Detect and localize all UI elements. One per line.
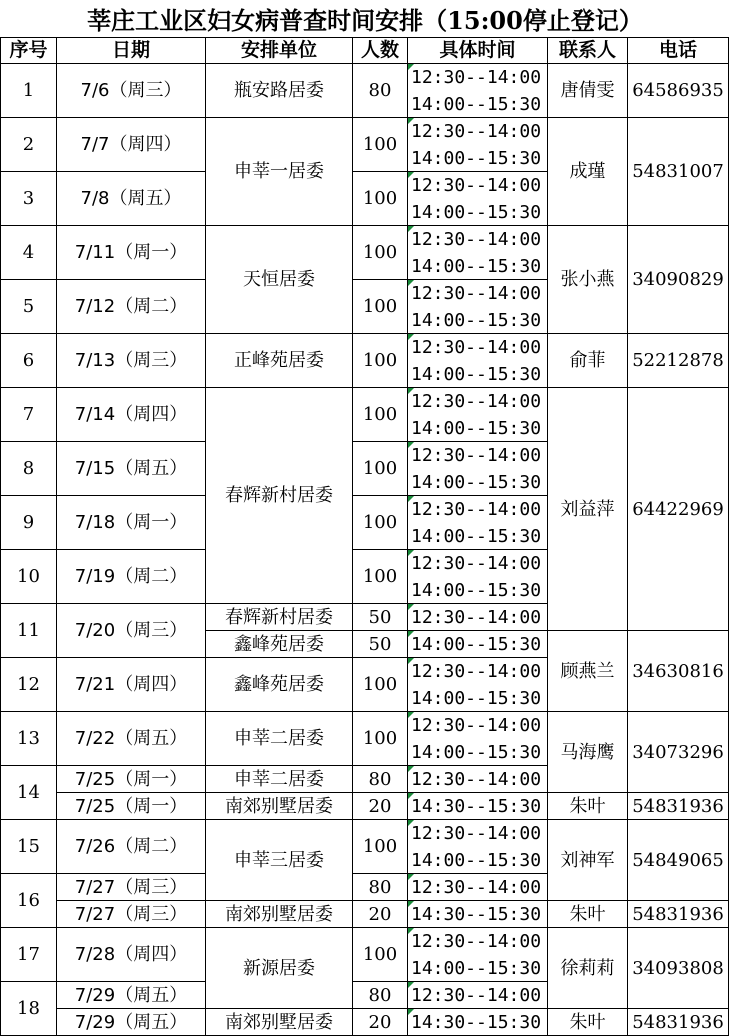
cell-time [407,63,548,118]
cell-count: 50 [352,630,408,658]
time-slot: 12:30--14:00 [411,660,542,682]
cell-phone: 54831936 [627,1008,729,1036]
cell-time [407,819,548,874]
cell-count: 100 [352,279,408,334]
cell-unit: 鑫峰苑居委 [205,657,353,712]
time-slot: 12:30--14:00 [411,498,542,520]
time-slot: 12:30--14:00 [411,120,542,142]
cell-unit: 鑫峰苑居委 [205,630,353,658]
cell-date: 7/29（周五） [56,1008,206,1036]
cell-time [407,900,548,928]
header-contact: 联系人 [547,37,628,64]
cell-unit: 申莘二居委 [205,765,353,793]
time-slot: 14:30--15:30 [411,903,542,925]
time-slot: 12:30--14:00 [411,822,542,844]
time-slot: 12:30--14:00 [411,768,542,790]
cell-unit: 天恒居委 [205,225,353,334]
cell-no: 18 [0,981,57,1036]
cell-contact: 刘神军 [547,819,628,901]
cell-time [407,792,548,820]
time-slot: 12:30--14:00 [411,444,542,466]
time-slot: 14:00--15:30 [411,849,542,871]
cell-contact: 刘益萍 [547,387,628,631]
cell-count: 100 [352,333,408,388]
cell-time [407,603,548,631]
time-slot: 12:30--14:00 [411,174,542,196]
cell-no: 12 [0,657,57,712]
cell-date: 7/26（周二） [56,819,206,874]
time-slot: 14:00--15:30 [411,525,542,547]
time-slot: 12:30--14:00 [411,390,542,412]
cell-date: 7/11（周一） [56,225,206,280]
cell-phone: 54831936 [627,792,729,820]
cell-phone: 52212878 [627,333,729,388]
cell-count: 100 [352,171,408,226]
cell-contact: 朱叶 [547,1008,628,1036]
header-time: 具体时间 [407,37,548,64]
cell-no: 14 [0,765,57,820]
cell-no: 16 [0,873,57,928]
cell-count: 50 [352,603,408,631]
time-slot: 12:30--14:00 [411,282,542,304]
time-slot: 12:30--14:00 [411,228,542,250]
cell-time [407,387,548,442]
cell-date: 7/25（周一） [56,792,206,820]
cell-phone: 34093808 [627,927,729,1009]
cell-time [407,981,548,1009]
cell-unit: 南郊别墅居委 [205,1008,353,1036]
cell-no: 6 [0,333,57,388]
time-slot: 12:30--14:00 [411,336,542,358]
cell-time [407,630,548,658]
cell-contact: 马海鹰 [547,711,628,793]
cell-no: 1 [0,63,57,118]
cell-phone: 34073296 [627,711,729,793]
cell-date: 7/21（周四） [56,657,206,712]
cell-time [407,171,548,226]
cell-date: 7/7（周四） [56,117,206,172]
cell-no: 11 [0,603,57,658]
cell-count: 100 [352,117,408,172]
cell-no: 17 [0,927,57,982]
header-date: 日期 [56,37,206,64]
time-slot: 12:30--14:00 [411,66,542,88]
cell-time [407,657,548,712]
cell-time [407,765,548,793]
cell-count: 80 [352,873,408,901]
cell-no: 15 [0,819,57,874]
cell-no: 3 [0,171,57,226]
cell-date: 7/13（周三） [56,333,206,388]
cell-time [407,117,548,172]
time-slot: 14:00--15:30 [411,309,542,331]
cell-unit: 申莘一居委 [205,117,353,226]
time-slot: 14:00--15:30 [411,363,542,385]
cell-date: 7/14（周四） [56,387,206,442]
time-slot: 14:30--15:30 [411,1011,542,1033]
cell-no: 7 [0,387,57,442]
cell-count: 100 [352,387,408,442]
cell-no: 10 [0,549,57,604]
cell-unit: 春辉新村居委 [205,387,353,604]
cell-date: 7/8（周五） [56,171,206,226]
time-slot: 14:00--15:30 [411,633,542,655]
cell-count: 100 [352,819,408,874]
cell-no: 13 [0,711,57,766]
cell-time [407,549,548,604]
cell-time [407,927,548,982]
cell-phone: 64422969 [627,387,729,631]
cell-date: 7/27（周三） [56,873,206,901]
cell-count: 100 [352,657,408,712]
time-slot: 12:30--14:00 [411,930,542,952]
cell-phone: 54831936 [627,900,729,928]
cell-unit: 南郊别墅居委 [205,792,353,820]
cell-unit: 申莘三居委 [205,819,353,901]
cell-time [407,873,548,901]
cell-count: 80 [352,63,408,118]
cell-time [407,441,548,496]
header-phone: 电话 [627,37,729,64]
header-count: 人数 [352,37,408,64]
cell-contact: 张小燕 [547,225,628,334]
time-slot: 14:00--15:30 [411,147,542,169]
cell-phone: 54831007 [627,117,729,226]
cell-count: 100 [352,225,408,280]
cell-time [407,711,548,766]
cell-date: 7/12（周二） [56,279,206,334]
cell-phone: 64586935 [627,63,729,118]
cell-date: 7/15（周五） [56,441,206,496]
cell-time [407,225,548,280]
time-slot: 14:00--15:30 [411,471,542,493]
page-title: 莘庄工业区妇女病普查时间安排（15:00停止登记） [87,5,643,35]
cell-time [407,495,548,550]
cell-phone: 34090829 [627,225,729,334]
cell-no: 9 [0,495,57,550]
cell-time [407,1008,548,1036]
cell-contact: 朱叶 [547,792,628,820]
cell-no: 5 [0,279,57,334]
cell-contact: 唐倩雯 [547,63,628,118]
cell-no: 8 [0,441,57,496]
time-slot: 14:00--15:30 [411,957,542,979]
time-slot: 14:00--15:30 [411,93,542,115]
cell-unit: 南郊别墅居委 [205,900,353,928]
time-slot: 14:00--15:30 [411,201,542,223]
cell-contact: 徐莉莉 [547,927,628,1009]
cell-count: 100 [352,927,408,982]
cell-count: 100 [352,549,408,604]
cell-date: 7/22（周五） [56,711,206,766]
cell-unit: 春辉新村居委 [205,603,353,631]
time-slot: 14:00--15:30 [411,741,542,763]
cell-count: 20 [352,792,408,820]
cell-count: 100 [352,495,408,550]
cell-time [407,279,548,334]
cell-date: 7/25（周一） [56,765,206,793]
cell-contact: 顾燕兰 [547,630,628,712]
cell-contact: 成瑾 [547,117,628,226]
cell-count: 20 [352,900,408,928]
time-slot: 12:30--14:00 [411,606,542,628]
cell-count: 20 [352,1008,408,1036]
cell-phone: 34630816 [627,630,729,712]
cell-unit: 新源居委 [205,927,353,1009]
time-slot: 14:00--15:30 [411,687,542,709]
cell-unit: 瓶安路居委 [205,63,353,118]
cell-date: 7/18（周一） [56,495,206,550]
cell-count: 100 [352,711,408,766]
time-slot: 12:30--14:00 [411,876,542,898]
cell-unit: 正峰苑居委 [205,333,353,388]
time-slot: 12:30--14:00 [411,714,542,736]
cell-count: 80 [352,765,408,793]
cell-count: 100 [352,441,408,496]
cell-date: 7/29（周五） [56,981,206,1009]
time-slot: 14:00--15:30 [411,579,542,601]
time-slot: 14:00--15:30 [411,255,542,277]
cell-no: 2 [0,117,57,172]
header-unit: 安排单位 [205,37,353,64]
cell-time [407,333,548,388]
cell-contact: 俞菲 [547,333,628,388]
time-slot: 14:30--15:30 [411,795,542,817]
cell-date: 7/20（周三） [56,603,206,658]
cell-contact: 朱叶 [547,900,628,928]
time-slot: 12:30--14:00 [411,984,542,1006]
time-slot: 14:00--15:30 [411,417,542,439]
cell-phone: 54849065 [627,819,729,901]
cell-date: 7/28（周四） [56,927,206,982]
cell-no: 4 [0,225,57,280]
cell-date: 7/19（周二） [56,549,206,604]
header-no: 序号 [0,37,57,64]
time-slot: 12:30--14:00 [411,552,542,574]
cell-count: 80 [352,981,408,1009]
cell-date: 7/27（周三） [56,900,206,928]
cell-unit: 申莘二居委 [205,711,353,766]
cell-date: 7/6（周三） [56,63,206,118]
